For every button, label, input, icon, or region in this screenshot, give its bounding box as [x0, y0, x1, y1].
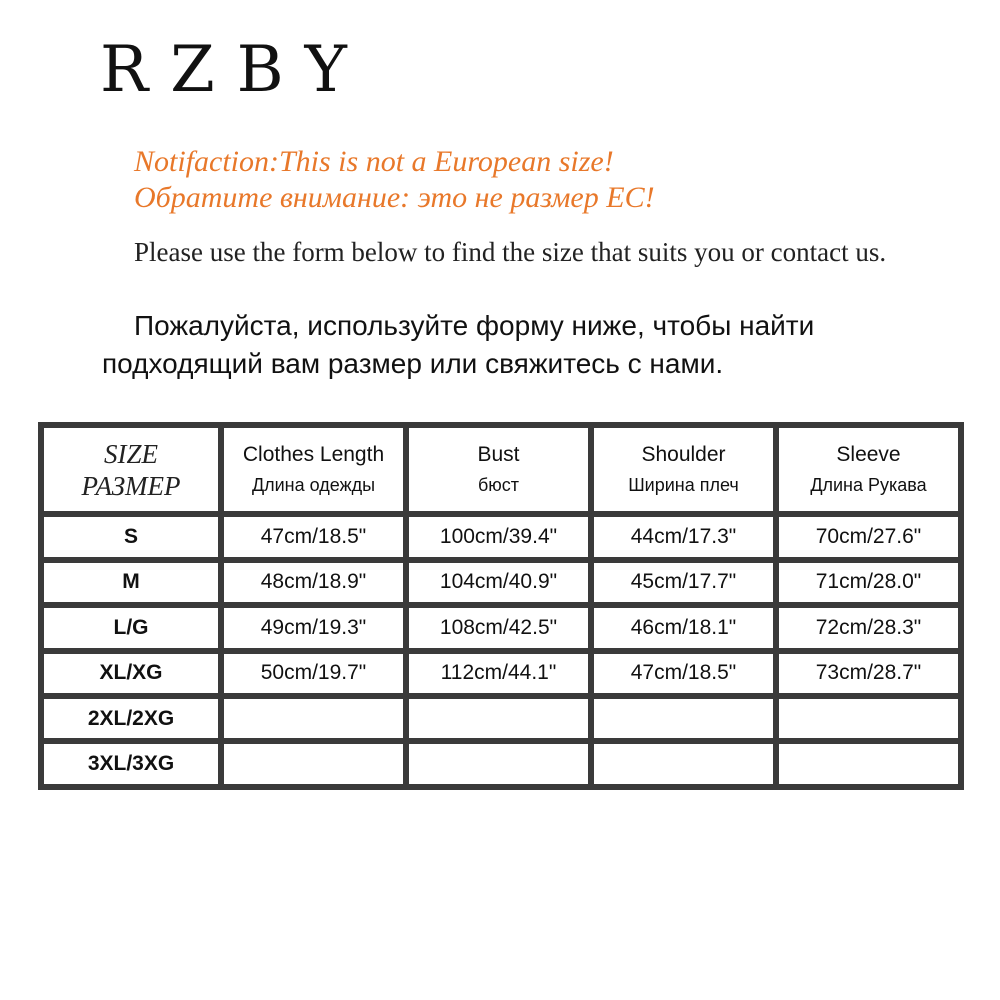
column-header-ru: бюст	[477, 474, 520, 495]
table-cell	[594, 699, 773, 738]
size-label: 3XL/3XG	[44, 744, 218, 784]
table-cell: 108cm/42.5"	[409, 608, 588, 647]
table-header-row	[44, 428, 958, 511]
table-cell: 46cm/18.1"	[594, 608, 773, 647]
column-header-ru: Ширина плеч	[628, 474, 739, 495]
table-cell: 45cm/17.7"	[594, 563, 773, 602]
table-cell	[409, 699, 588, 738]
column-header-ru: Длина одежды	[251, 474, 376, 495]
table-row	[44, 517, 958, 556]
table-row	[44, 608, 958, 647]
table-cell	[779, 744, 958, 784]
size-label: 2XL/2XG	[44, 699, 218, 738]
column-header-ru: Длина Рукава	[810, 474, 927, 495]
table-cell	[779, 699, 958, 738]
size-label: XL/XG	[44, 654, 218, 693]
intro-russian: Пожалуйста, используйте форму ниже, чтобы найти подходящий вам размер или свяжитесь с нами.	[102, 310, 815, 379]
table-cell	[224, 744, 403, 784]
brand-logo: RZBY	[100, 33, 369, 107]
table-row	[44, 744, 958, 784]
table-cell	[409, 744, 588, 784]
table-cell: 72cm/28.3"	[779, 608, 958, 647]
table-cell	[594, 744, 773, 784]
size-header-en: SIZE	[104, 438, 158, 469]
table-cell: 44cm/17.3"	[594, 517, 773, 556]
size-label: L/G	[44, 608, 218, 647]
table-cell: 104cm/40.9"	[409, 563, 588, 602]
column-header-clothes-length	[224, 428, 403, 511]
notice-russian: Обратите внимание: это не размер ЕС!	[134, 181, 655, 214]
column-header-bust	[409, 428, 588, 511]
column-header-en: Sleeve	[836, 442, 901, 466]
column-header-en: Clothes Length	[242, 442, 385, 466]
table-cell: 49cm/19.3"	[224, 608, 403, 647]
table-cell: 47cm/18.5"	[224, 517, 403, 556]
table-cell: 100cm/39.4"	[409, 517, 588, 556]
table-cell: 73cm/28.7"	[779, 654, 958, 693]
column-header-en: Shoulder	[641, 442, 726, 466]
size-label: S	[44, 517, 218, 556]
table-cell: 47cm/18.5"	[594, 654, 773, 693]
size-table	[38, 422, 964, 790]
notice-english: Notifaction:This is not a European size!	[134, 145, 614, 178]
table-cell: 70cm/27.6"	[779, 517, 958, 556]
size-label: M	[44, 563, 218, 602]
table-cell: 48cm/18.9"	[224, 563, 403, 602]
table-cell: 50cm/19.7"	[224, 654, 403, 693]
table-row	[44, 563, 958, 602]
column-header-en: Bust	[477, 442, 520, 466]
column-header-sleeve	[779, 428, 958, 511]
table-cell: 71cm/28.0"	[779, 563, 958, 602]
intro-english: Please use the form below to find the size that suits you or contact us.	[134, 237, 887, 267]
size-header-ru: РАЗМЕР	[81, 470, 181, 501]
table-cell	[224, 699, 403, 738]
size-chart-table	[38, 422, 964, 790]
table-row	[44, 699, 958, 738]
column-header-shoulder	[594, 428, 773, 511]
table-cell: 112cm/44.1"	[409, 654, 588, 693]
table-row	[44, 654, 958, 693]
size-header-cell	[44, 428, 218, 511]
